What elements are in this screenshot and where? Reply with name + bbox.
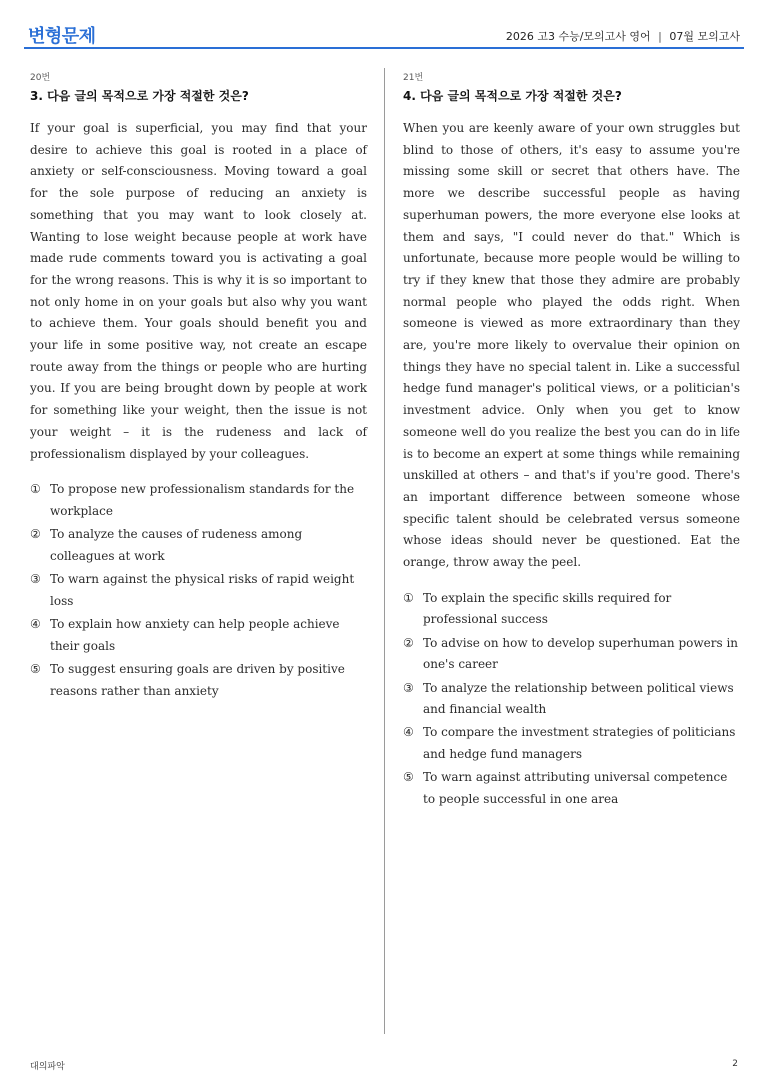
answer-option[interactable] bbox=[30, 614, 367, 657]
option-marker: ③ bbox=[403, 680, 414, 695]
column-divider bbox=[384, 68, 385, 1034]
exam-month: 07월 모의고사 bbox=[669, 30, 740, 43]
option-text: To analyze the causes of rudeness among colleagues at work bbox=[50, 527, 303, 563]
answer-option[interactable] bbox=[403, 633, 740, 676]
option-marker: ③ bbox=[30, 572, 41, 587]
exam-title: 2026 고3 수능/모의고사 영어 bbox=[505, 30, 651, 43]
question-title: 3. 다음 글의 목적으로 가장 적절한 것은? bbox=[30, 89, 249, 103]
option-text: To explain the specific skills required for professional success bbox=[423, 590, 672, 627]
answer-option[interactable] bbox=[30, 479, 367, 522]
question-title: 4. 다음 글의 목적으로 가장 적절한 것은? bbox=[403, 89, 622, 103]
option-text: To analyze the relationship between political views and financial wealth bbox=[423, 680, 734, 717]
answer-options bbox=[403, 588, 740, 811]
answer-option[interactable] bbox=[403, 588, 740, 631]
option-text: To warn against attributing universal competence to people successful in one area bbox=[423, 770, 728, 807]
option-marker: ⑤ bbox=[30, 661, 41, 676]
brand-title: 변형문제 bbox=[28, 26, 96, 47]
page-number: 2 bbox=[732, 1059, 738, 1069]
answer-options bbox=[30, 479, 367, 702]
option-text: To explain how anxiety can help people achieve their goals bbox=[50, 616, 340, 653]
option-marker: ① bbox=[403, 590, 414, 605]
answer-option[interactable] bbox=[403, 678, 740, 721]
option-marker: ④ bbox=[403, 725, 414, 740]
option-text: To propose new professionalism standards for the workplace bbox=[50, 482, 355, 518]
question-number: 20번 bbox=[30, 73, 51, 83]
option-marker: ④ bbox=[30, 616, 41, 631]
page-header bbox=[24, 20, 744, 50]
answer-option[interactable] bbox=[403, 722, 740, 765]
answer-option[interactable] bbox=[30, 569, 367, 612]
option-marker: ⑤ bbox=[403, 770, 414, 785]
question-column-left bbox=[30, 70, 367, 704]
option-marker: ① bbox=[30, 482, 41, 497]
question-passage: If your goal is superficial, you may find that your desire to achieve this goal is rooted in a place of anxiety or self-consciousness. Moving toward a goal for the sole purpose of reducing an anxiety is something that you may want to look closely at. Wanting to lose weight because people at work have made rude comments toward you is activating a goal for the wrong reasons. This is why it is so important to not only home in on your goals but also why you want to achieve them. Your goals should benefit you and your life in some positive way, not create an escape route away from the things or people who are hurting you. If you are being brought down by people at work for something like your weight, then the issue is not your weight – it is the rudeness and lack of professionalism displayed by your colleagues. bbox=[30, 121, 367, 461]
footer-publisher: 대의파악 bbox=[30, 1062, 65, 1072]
option-text: To advise on how to develop superhuman powers in one's career bbox=[423, 635, 739, 672]
header-separator: | bbox=[658, 30, 662, 43]
answer-option[interactable] bbox=[30, 659, 367, 702]
option-marker: ② bbox=[403, 635, 414, 650]
answer-option[interactable] bbox=[403, 767, 740, 810]
option-text: To warn against the physical risks of rapid weight loss bbox=[50, 572, 355, 608]
answer-option[interactable] bbox=[30, 524, 367, 567]
exam-info bbox=[506, 28, 740, 44]
option-text: To compare the investment strategies of politicians and hedge fund managers bbox=[423, 725, 736, 762]
question-number: 21번 bbox=[403, 73, 424, 83]
header-rule bbox=[24, 47, 744, 49]
question-passage: When you are keenly aware of your own struggles but blind to those of others, it's easy to assume you're missing some skill or secret that others have. The more we describe successful people as having superhuman powers, the more everyone else looks at them and says, "I could never do that." Which is unfortunate, because more people would be willing to try if they knew that those they admire are probably normal people who played the odds right. When someone is viewed as more extraordinary than they are, you're more likely to overvalue their opinion on things they have no special talent in. Like a successful hedge fund manager's political views, or a politician's investment advice. Only when you get to know someone well do you realize the best you can do in life is to become an expert at some things while remaining unskilled at others – and that's if you're good. There's an important difference between someone whose specific talent should be celebrated versus someone whose ideas should never be questioned. Eat the orange, throw away the peel. bbox=[403, 121, 740, 570]
option-text: To suggest ensuring goals are driven by positive reasons rather than anxiety bbox=[50, 661, 345, 698]
option-marker: ② bbox=[30, 527, 41, 542]
question-column-right bbox=[403, 70, 740, 812]
